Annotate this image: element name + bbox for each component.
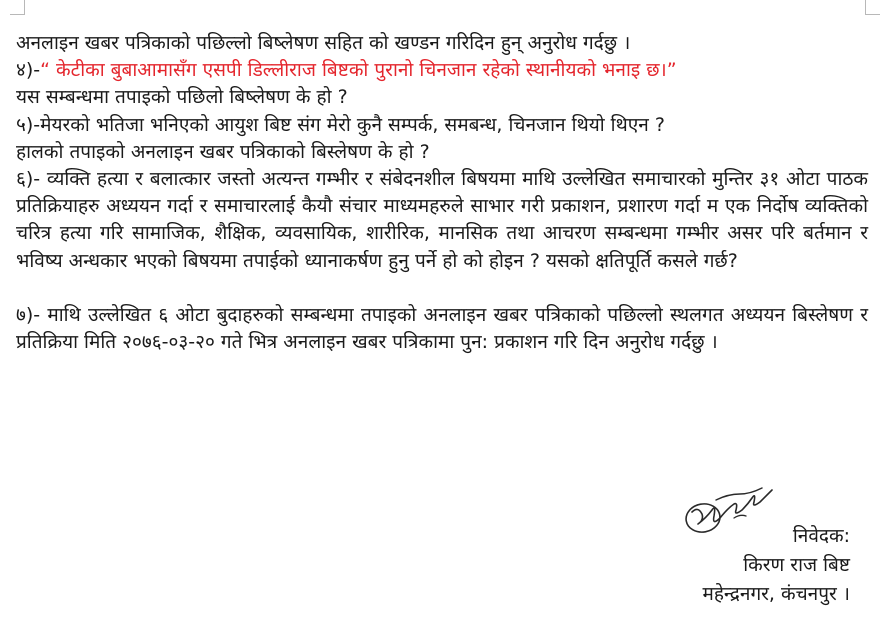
signer-block	[702, 522, 850, 609]
crop-mark-top-right	[865, 0, 880, 15]
signer-name: किरण राज बिष्ट	[743, 554, 850, 576]
item-7-text: ७)- माथि उल्लेखित ६ ओटा बुदाहरुको सम्बन्धमा तपाइको अनलाइन खबर पत्रिकाको पछिल्लो स्थलगत अध्ययन बिस्लेषण र प्रतिक्रिया मिति २०७६-०३-२० गते भित्र अनलाइन खबर पत्रिकामा पुन: प्रकाशन गरि दिन अनुरोध गर्दछु ।	[16, 303, 868, 354]
crop-mark-top-left	[10, 0, 25, 15]
intro-line: अनलाइन खबर पत्रिकाको पछिल्लो बिष्लेषण सहित को खण्डन गरिदिन हुन् अनुरोध गर्दछु ।	[16, 32, 631, 54]
item-4-question: यस सम्बन्धमा तपाइको पछिलो बिष्लेषण के हो ?	[16, 86, 348, 109]
signer-label: निवेदक:	[792, 525, 850, 547]
signer-address: महेन्द्रनगर, कंचनपुर ।	[702, 583, 850, 605]
item-4-statement	[16, 57, 868, 84]
item-4-quote: “ केटीका बुबाआमासँग एसपी डिल्लीराज बिष्टको पुरानो चिनजान रहेको स्थानीयको भनाइ छ।”	[40, 59, 677, 82]
item-4-number: ४)-	[16, 59, 41, 82]
letter-body	[16, 30, 868, 356]
item-6-text: ६)- व्यक्ति हत्या र बलात्कार जस्तो अत्यन्त गम्भीर र संबेदनशील बिषयमा माथि उल्लेखित समाचारको मुन्तिर ३१ ओटा पाठक प्रतिक्रियाहरु अध्ययन गर्दा र समाचारलाई कैयौ संचार माध्यमहरुले साभार गरी प्रकाशन, प्रशारण गर्दा म एक निर्दोष व्यक्तिको चरित्र हत्या गरि सामाजिक, शैक्षिक, व्यवसायिक, शारीरिक, मानसिक तथा आचरण सम्बन्धमा गम्भीर असर परि बर्तमान र भविष्य अन्धकार भएको बिषयमा तपाईको ध्यानाकर्षण हुनु पर्ने हो को होइन ? यसको क्षतिपूर्ति कसले गर्छ?	[16, 168, 868, 272]
paragraph-gap	[16, 275, 868, 302]
item-5-question: हालको तपाइको अनलाइन खबर पत्रिकाको बिस्लेषण के हो ?	[16, 140, 430, 163]
item-5-text: ५)-मेयरको भतिजा भनिएको आयुश बिष्ट संग मेरो कुनै सम्पर्क, समबन्ध, चिनजान थियो थिएन ?	[16, 113, 665, 136]
